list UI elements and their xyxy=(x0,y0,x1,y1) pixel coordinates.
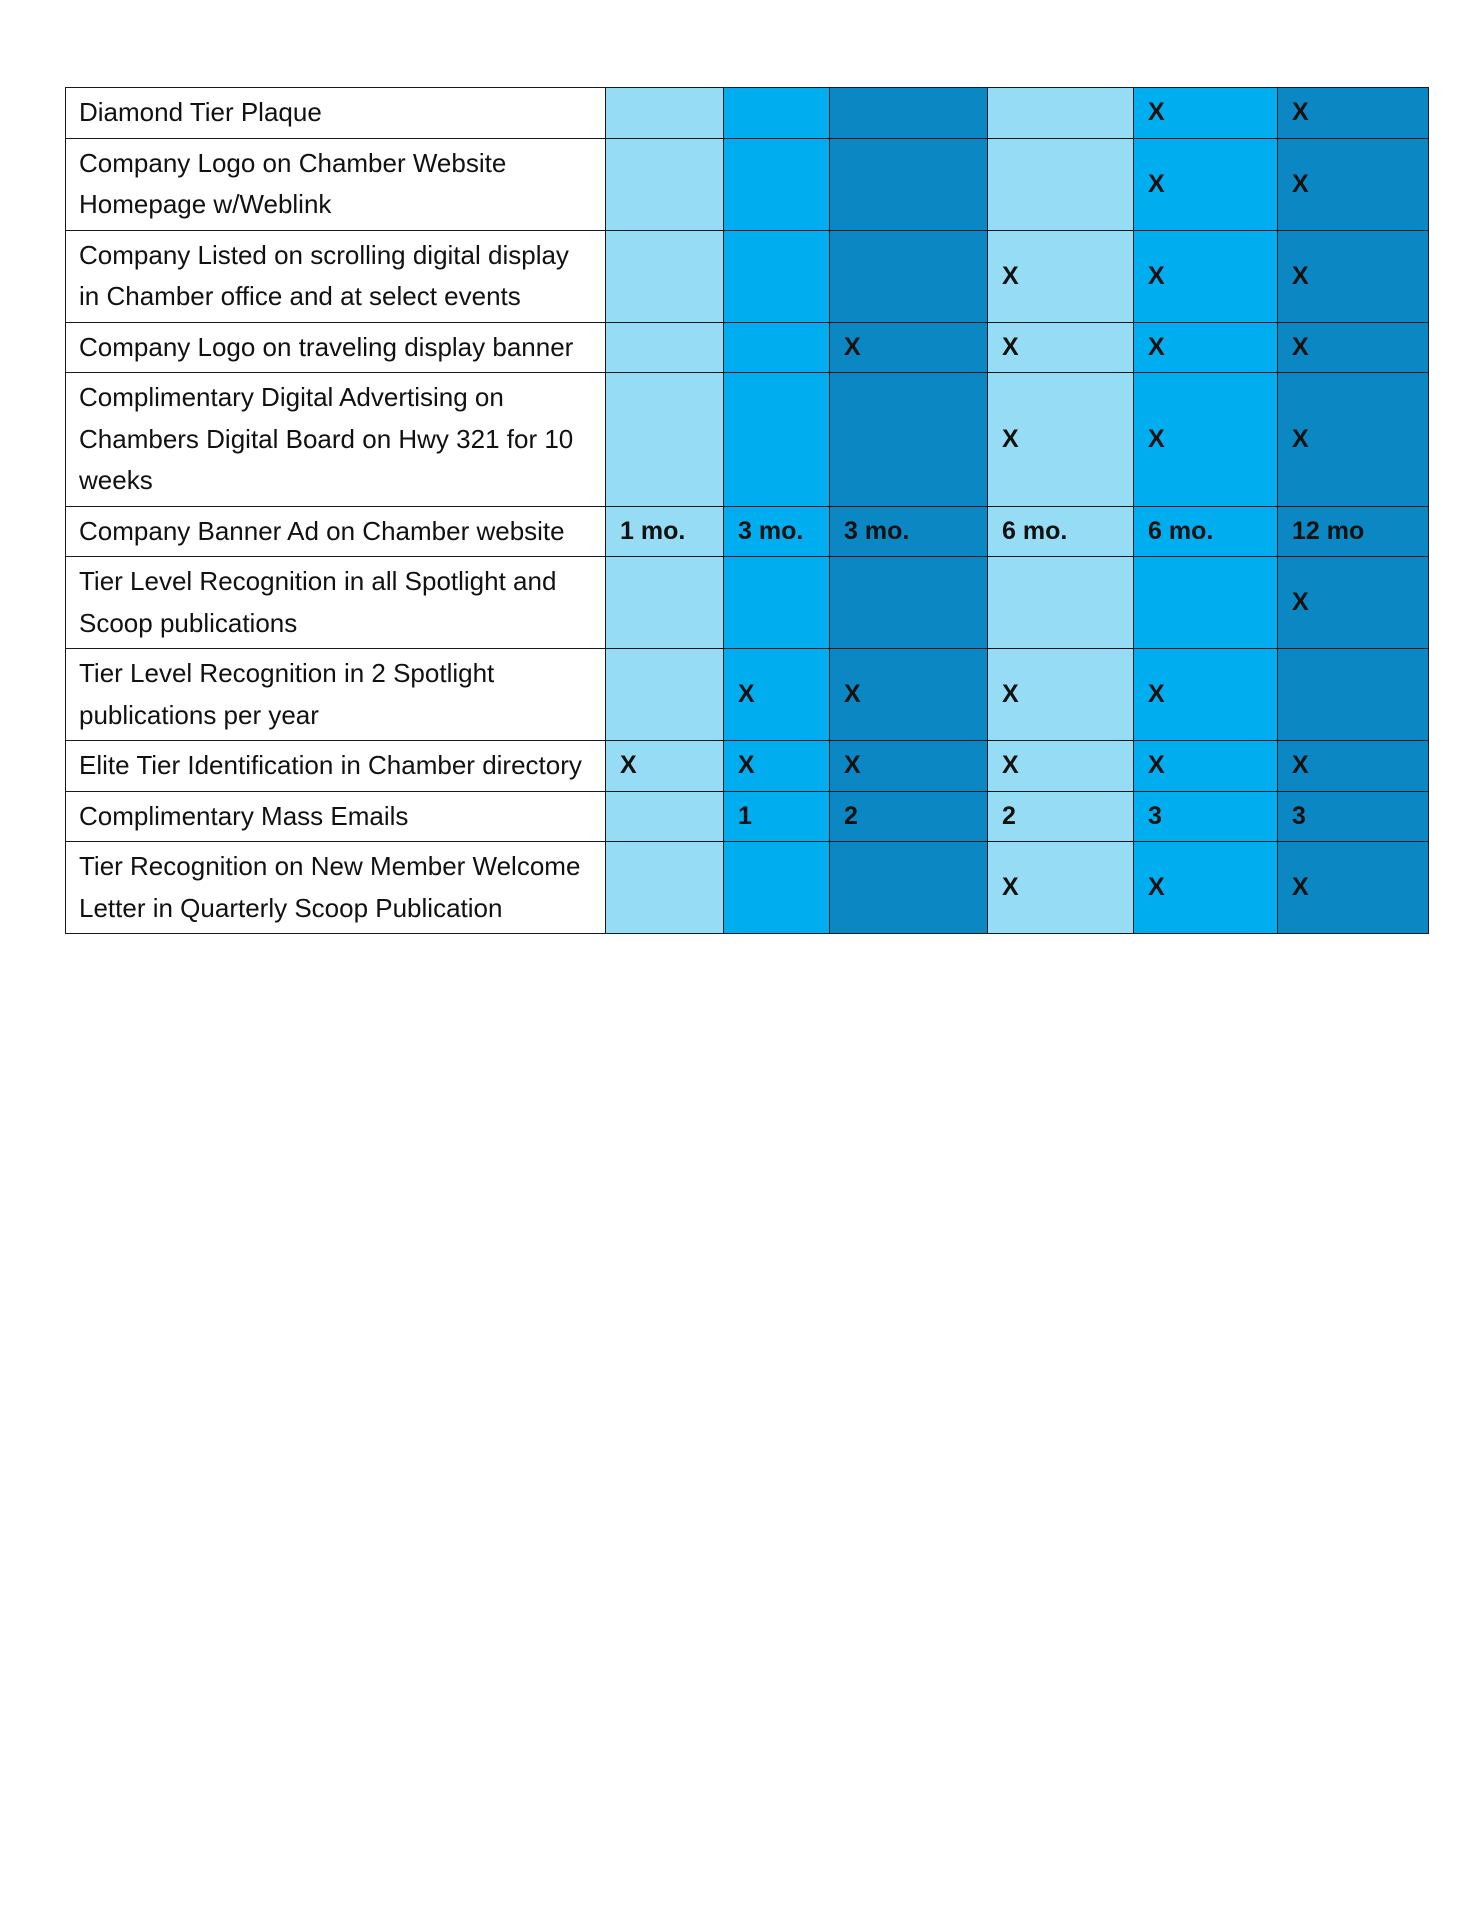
tier-cell: X xyxy=(606,741,724,792)
tier-cell: X xyxy=(1278,230,1429,322)
benefit-label: Diamond Tier Plaque xyxy=(66,88,606,139)
tier-cell: X xyxy=(1278,373,1429,507)
tier-cell: X xyxy=(1134,741,1278,792)
table-row xyxy=(66,557,1429,649)
tier-cell: X xyxy=(830,322,988,373)
tier-cell xyxy=(724,230,830,322)
tier-cell xyxy=(724,88,830,139)
tier-cell xyxy=(1278,649,1429,741)
benefit-label: Complimentary Digital Advertising on Chambers Digital Board on Hwy 321 for 10 weeks xyxy=(66,373,606,507)
tier-cell: 3 mo. xyxy=(724,506,830,557)
tier-cell: X xyxy=(1134,138,1278,230)
tier-cell xyxy=(606,373,724,507)
tier-cell: X xyxy=(988,230,1134,322)
table-row xyxy=(66,741,1429,792)
benefit-label: Company Banner Ad on Chamber website xyxy=(66,506,606,557)
tier-cell: X xyxy=(1278,741,1429,792)
table-row xyxy=(66,230,1429,322)
tier-cell: 2 xyxy=(988,791,1134,842)
tier-cell xyxy=(724,373,830,507)
benefit-label: Tier Level Recognition in all Spotlight and Scoop publications xyxy=(66,557,606,649)
tier-cell: X xyxy=(988,842,1134,934)
tier-cell: 3 xyxy=(1134,791,1278,842)
tier-cell xyxy=(830,230,988,322)
tier-cell: X xyxy=(1278,138,1429,230)
tier-cell: X xyxy=(988,373,1134,507)
tier-cell xyxy=(830,88,988,139)
table-row xyxy=(66,842,1429,934)
table-row xyxy=(66,506,1429,557)
tier-cell xyxy=(988,88,1134,139)
tier-cell: X xyxy=(988,649,1134,741)
benefit-label: Tier Level Recognition in 2 Spotlight publications per year xyxy=(66,649,606,741)
tier-cell xyxy=(830,373,988,507)
tier-cell: 12 mo xyxy=(1278,506,1429,557)
tier-cell: X xyxy=(1278,322,1429,373)
tier-cell: X xyxy=(1134,88,1278,139)
tier-cell: X xyxy=(830,741,988,792)
benefit-label: Elite Tier Identification in Chamber directory xyxy=(66,741,606,792)
tier-cell: X xyxy=(1278,842,1429,934)
benefit-label: Company Listed on scrolling digital display in Chamber office and at select events xyxy=(66,230,606,322)
tier-cell xyxy=(606,791,724,842)
table-row xyxy=(66,138,1429,230)
table-row xyxy=(66,791,1429,842)
tier-cell xyxy=(606,230,724,322)
tier-cell: X xyxy=(988,322,1134,373)
tier-cell xyxy=(606,138,724,230)
tier-cell: 1 mo. xyxy=(606,506,724,557)
tier-cell: 6 mo. xyxy=(988,506,1134,557)
tier-cell: X xyxy=(724,649,830,741)
tier-cell: X xyxy=(1278,557,1429,649)
tier-cell xyxy=(606,322,724,373)
tier-cell xyxy=(1134,557,1278,649)
tier-cell: X xyxy=(1134,373,1278,507)
tier-cell xyxy=(724,557,830,649)
tier-benefits-table xyxy=(65,87,1429,934)
benefit-label: Complimentary Mass Emails xyxy=(66,791,606,842)
tier-cell: X xyxy=(1278,88,1429,139)
tier-cell: X xyxy=(830,649,988,741)
tier-cell: X xyxy=(724,741,830,792)
tier-cell: X xyxy=(1134,322,1278,373)
table-row xyxy=(66,88,1429,139)
tier-cell: 1 xyxy=(724,791,830,842)
tier-benefits-table-body xyxy=(66,88,1429,934)
tier-cell: 3 xyxy=(1278,791,1429,842)
benefit-label: Company Logo on Chamber Website Homepage w/Weblink xyxy=(66,138,606,230)
tier-cell xyxy=(724,138,830,230)
tier-cell: X xyxy=(1134,649,1278,741)
tier-cell: X xyxy=(1134,842,1278,934)
tier-cell: 6 mo. xyxy=(1134,506,1278,557)
tier-cell: X xyxy=(1134,230,1278,322)
benefit-label: Company Logo on traveling display banner xyxy=(66,322,606,373)
tier-cell xyxy=(606,649,724,741)
tier-cell: 2 xyxy=(830,791,988,842)
tier-cell: 3 mo. xyxy=(830,506,988,557)
tier-cell xyxy=(606,842,724,934)
tier-cell xyxy=(830,138,988,230)
tier-cell xyxy=(606,557,724,649)
tier-cell xyxy=(606,88,724,139)
tier-cell xyxy=(830,842,988,934)
tier-cell xyxy=(724,322,830,373)
tier-cell xyxy=(830,557,988,649)
tier-cell xyxy=(988,557,1134,649)
tier-cell xyxy=(724,842,830,934)
table-row xyxy=(66,322,1429,373)
benefit-label: Tier Recognition on New Member Welcome Letter in Quarterly Scoop Publication xyxy=(66,842,606,934)
tier-cell xyxy=(988,138,1134,230)
table-row xyxy=(66,373,1429,507)
tier-cell: X xyxy=(988,741,1134,792)
table-row xyxy=(66,649,1429,741)
